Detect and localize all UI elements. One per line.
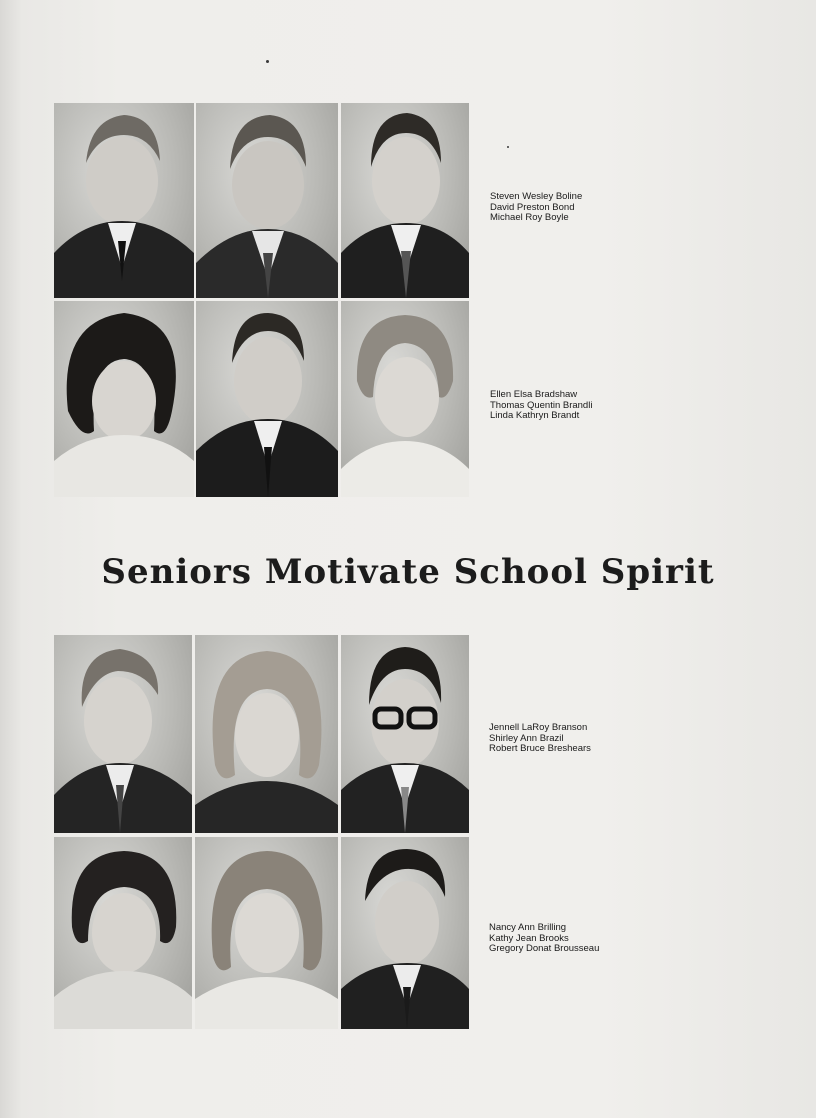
portrait-linda-brandt bbox=[341, 301, 469, 497]
dust-speck bbox=[266, 60, 269, 63]
student-name: Jennell LaRoy Branson bbox=[489, 722, 588, 733]
dust-speck bbox=[507, 146, 509, 148]
student-name: Steven Wesley Boline bbox=[490, 191, 583, 202]
student-name: Michael Roy Boyle bbox=[490, 212, 569, 223]
student-name: Nancy Ann Brilling bbox=[489, 922, 567, 933]
student-name: Linda Kathryn Brandt bbox=[490, 410, 580, 421]
student-name: Thomas Quentin Brandli bbox=[490, 399, 593, 411]
portrait-shirley-brazil bbox=[195, 635, 338, 833]
portrait-jennell-branson bbox=[54, 635, 192, 833]
student-name: Ellen Elsa Bradshaw bbox=[490, 389, 578, 400]
portrait-thomas-brandli bbox=[196, 301, 338, 497]
names-group-3 bbox=[489, 723, 591, 755]
student-name: Robert Bruce Breshears bbox=[489, 743, 591, 754]
portrait-ellen-bradshaw bbox=[54, 301, 194, 497]
portrait-michael-boyle bbox=[341, 103, 469, 298]
portrait-nancy-brilling bbox=[54, 837, 192, 1029]
portrait-robert-breshears bbox=[341, 635, 469, 833]
names-group-2 bbox=[490, 390, 592, 422]
names-group-4 bbox=[489, 923, 599, 955]
page-headline: Seniors Motivate School Spirit bbox=[101, 552, 715, 592]
names-group-1 bbox=[490, 192, 582, 224]
portrait-gregory-brousseau bbox=[341, 837, 469, 1029]
student-name: Kathy Jean Brooks bbox=[489, 932, 569, 944]
student-name: David Preston Bond bbox=[490, 201, 575, 213]
student-name: Gregory Donat Brousseau bbox=[489, 943, 600, 954]
portrait-david-bond bbox=[196, 103, 338, 298]
student-name: Shirley Ann Brazil bbox=[489, 732, 564, 744]
portrait-steven-boline bbox=[54, 103, 194, 298]
portrait-kathy-brooks bbox=[195, 837, 338, 1029]
